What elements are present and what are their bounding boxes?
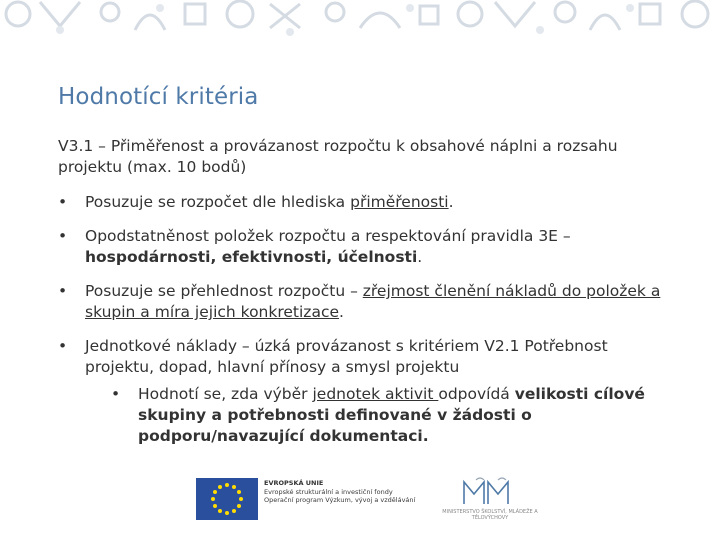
msmt-logo bbox=[442, 476, 538, 522]
decorative-pattern-banner bbox=[0, 0, 720, 38]
criteria-list bbox=[58, 192, 668, 447]
msmt-caption: MINISTERSTVO ŠKOLSTVÍ, MLÁDEŽE A TĚLOVÝCHOVY bbox=[442, 509, 538, 521]
sub-list bbox=[85, 384, 668, 447]
criterion-intro: V3.1 – Přiměřenost a provázanost rozpočtu k obsahové náplni a rozsahu projektu (max. 10 bodů) bbox=[58, 137, 618, 176]
list-item bbox=[58, 192, 668, 213]
footer-logos bbox=[196, 476, 536, 522]
bullet-icon: • bbox=[58, 282, 68, 300]
bullet-end: . bbox=[448, 193, 454, 211]
slide-title: Hodnotící kritéria bbox=[58, 84, 259, 110]
underlined-term: přiměřenosti bbox=[350, 193, 449, 211]
bullet-icon: • bbox=[58, 227, 68, 245]
eu-line2: Operační program Výzkum, vývoj a vzdělávání bbox=[264, 496, 416, 504]
eu-head: EVROPSKÁ UNIE bbox=[264, 479, 324, 487]
bullet-end: . bbox=[417, 248, 423, 266]
eu-text-block bbox=[264, 479, 434, 505]
bullet-icon: • bbox=[111, 385, 121, 403]
bullet-text: Posuzuje se přehlednost rozpočtu – bbox=[85, 282, 363, 300]
eu-line1: Evropské strukturální a investiční fondy bbox=[264, 487, 393, 496]
bullet-text: Opodstatněnost položek rozpočtu a respektování pravidla 3E – bbox=[85, 227, 571, 245]
sub-bullet-text-mid: odpovídá bbox=[438, 385, 515, 403]
pattern-graphic bbox=[0, 0, 720, 38]
sub-bullet-text: Hodnotí se, zda výběr bbox=[138, 385, 313, 403]
list-item bbox=[58, 226, 668, 268]
bold-term: hospodárnosti, efektivnosti, účelnosti bbox=[85, 248, 418, 266]
bullet-text: Jednotkové náklady – úzká provázanost s kritériem V2.1 Potřebnost projektu, dopad, hlavní přínosy a smysl projektu bbox=[85, 337, 608, 376]
underlined-term: zřejmost členění nákladů do položek a skupin a míra jejich konkretizace bbox=[85, 282, 661, 321]
list-item bbox=[58, 281, 668, 323]
bullet-end: . bbox=[339, 303, 344, 321]
msmt-emblem-icon bbox=[442, 476, 538, 508]
list-item bbox=[58, 336, 668, 447]
underlined-term: jednotek aktivit bbox=[312, 385, 439, 403]
bold-term: velikosti cílové skupiny a potřebnosti definované v žádosti o podporu/navazující dokumentaci. bbox=[138, 385, 645, 445]
eu-stars-icon bbox=[196, 478, 258, 520]
bullet-text: Posuzuje se rozpočet dle hlediska bbox=[85, 193, 351, 211]
eu-flag-logo bbox=[196, 478, 258, 520]
slide-content bbox=[58, 136, 668, 460]
bullet-icon: • bbox=[58, 193, 68, 211]
bullet-icon: • bbox=[58, 337, 68, 355]
sub-list-item bbox=[111, 384, 668, 447]
